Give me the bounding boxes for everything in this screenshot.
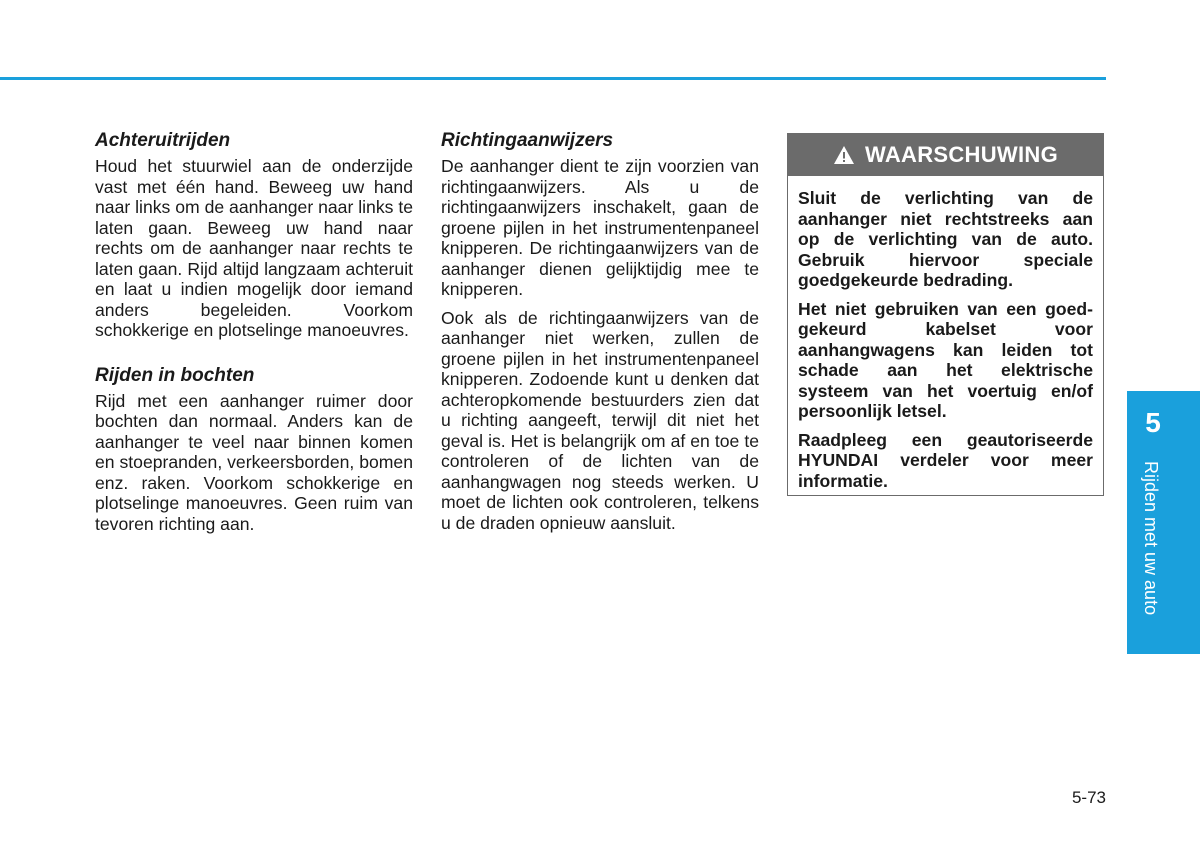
page-number: 5-73: [1071, 788, 1106, 807]
section-title-richtingaanwijzers: Richtingaanwijzers: [441, 130, 614, 151]
chapter-tab: [1127, 391, 1200, 654]
warning-paragraph: Het niet gebruiken van een goed-gekeurd kabelset voor aanhangwagens kan leiden tot schade aan het elektrische systeem van het voertuig en/of persoonlijk letsel.: [798, 298, 1093, 421]
warning-header: [788, 134, 1103, 176]
text-column-1: [95, 129, 413, 534]
warning-box: [787, 133, 1104, 496]
section-title-rijden-in-bochten: Rijden in bochten: [95, 364, 255, 386]
warning-title: WAARSCHUWING: [864, 142, 1059, 167]
section-title-achteruitrijden: Achteruitrijden: [95, 130, 231, 151]
warning-paragraph: Sluit de verlichting van de aanhanger niet rechtstreeks aan op de verlichting van de auto. Gebruik hiervoor speciale goedgekeurde bedrading.: [798, 188, 1093, 290]
text-column-2: [441, 129, 759, 533]
section-paragraph: Rijd met een aanhanger ruimer door bochten dan normaal. Anders kan de aanhanger te veel naar binnen komen en stoepranden, verkeersborden, bomen enz. raken. Voorkom schokkerige en plotselinge manoeuvres. Geen ruim van tevoren richting aan.: [95, 390, 413, 534]
header-rule: [0, 77, 1106, 80]
section-paragraph: De aanhanger dient te zijn voorzien van richtingaanwijzers. Als u de richtingaanwijzers inschakelt, gaan de groene pijlen in het instrumentenpaneel knipperen. De richtingaanwijzers van de aanhanger dienen gelijktijdig mee te knipperen.: [441, 156, 759, 299]
section-paragraph: Ook als de richtingaanwijzers van de aanhanger niet werken, zullen de groene pijlen in het instrumentenpaneel knipperen. Zodoende kunt u denken dat achteropkomende bestuurders zien dat u richting aangeeft, terwijl dit niet het geval is. Het is belangrijk om af en toe te controleren of de lichten van de aanhangwagen nog steeds werken. U moet de lichten ook controleren, telkens u de draden opnieuw aansluit.: [441, 307, 759, 533]
section-paragraph: Houd het stuurwiel aan de onderzijde vast met één hand. Beweeg uw hand naar links om de aanhanger naar links te laten gaan. Beweeg uw hand naar rechts om de aanhanger naar rechts te laten gaan. Rijd altijd langzaam achteruit en laat u indien mogelijk door iemand anders begeleiden. Voorkom schokkerige en plotselinge manoeuvres.: [95, 156, 413, 340]
chapter-number: 5: [1145, 407, 1161, 438]
chapter-title: Rijden met uw auto: [1141, 461, 1161, 616]
warning-body: [788, 176, 1103, 491]
warning-paragraph: Raadpleeg een geautoriseerde HYUNDAI verdeler voor meer informatie.: [798, 429, 1093, 491]
warning-triangle-icon: [833, 145, 855, 165]
